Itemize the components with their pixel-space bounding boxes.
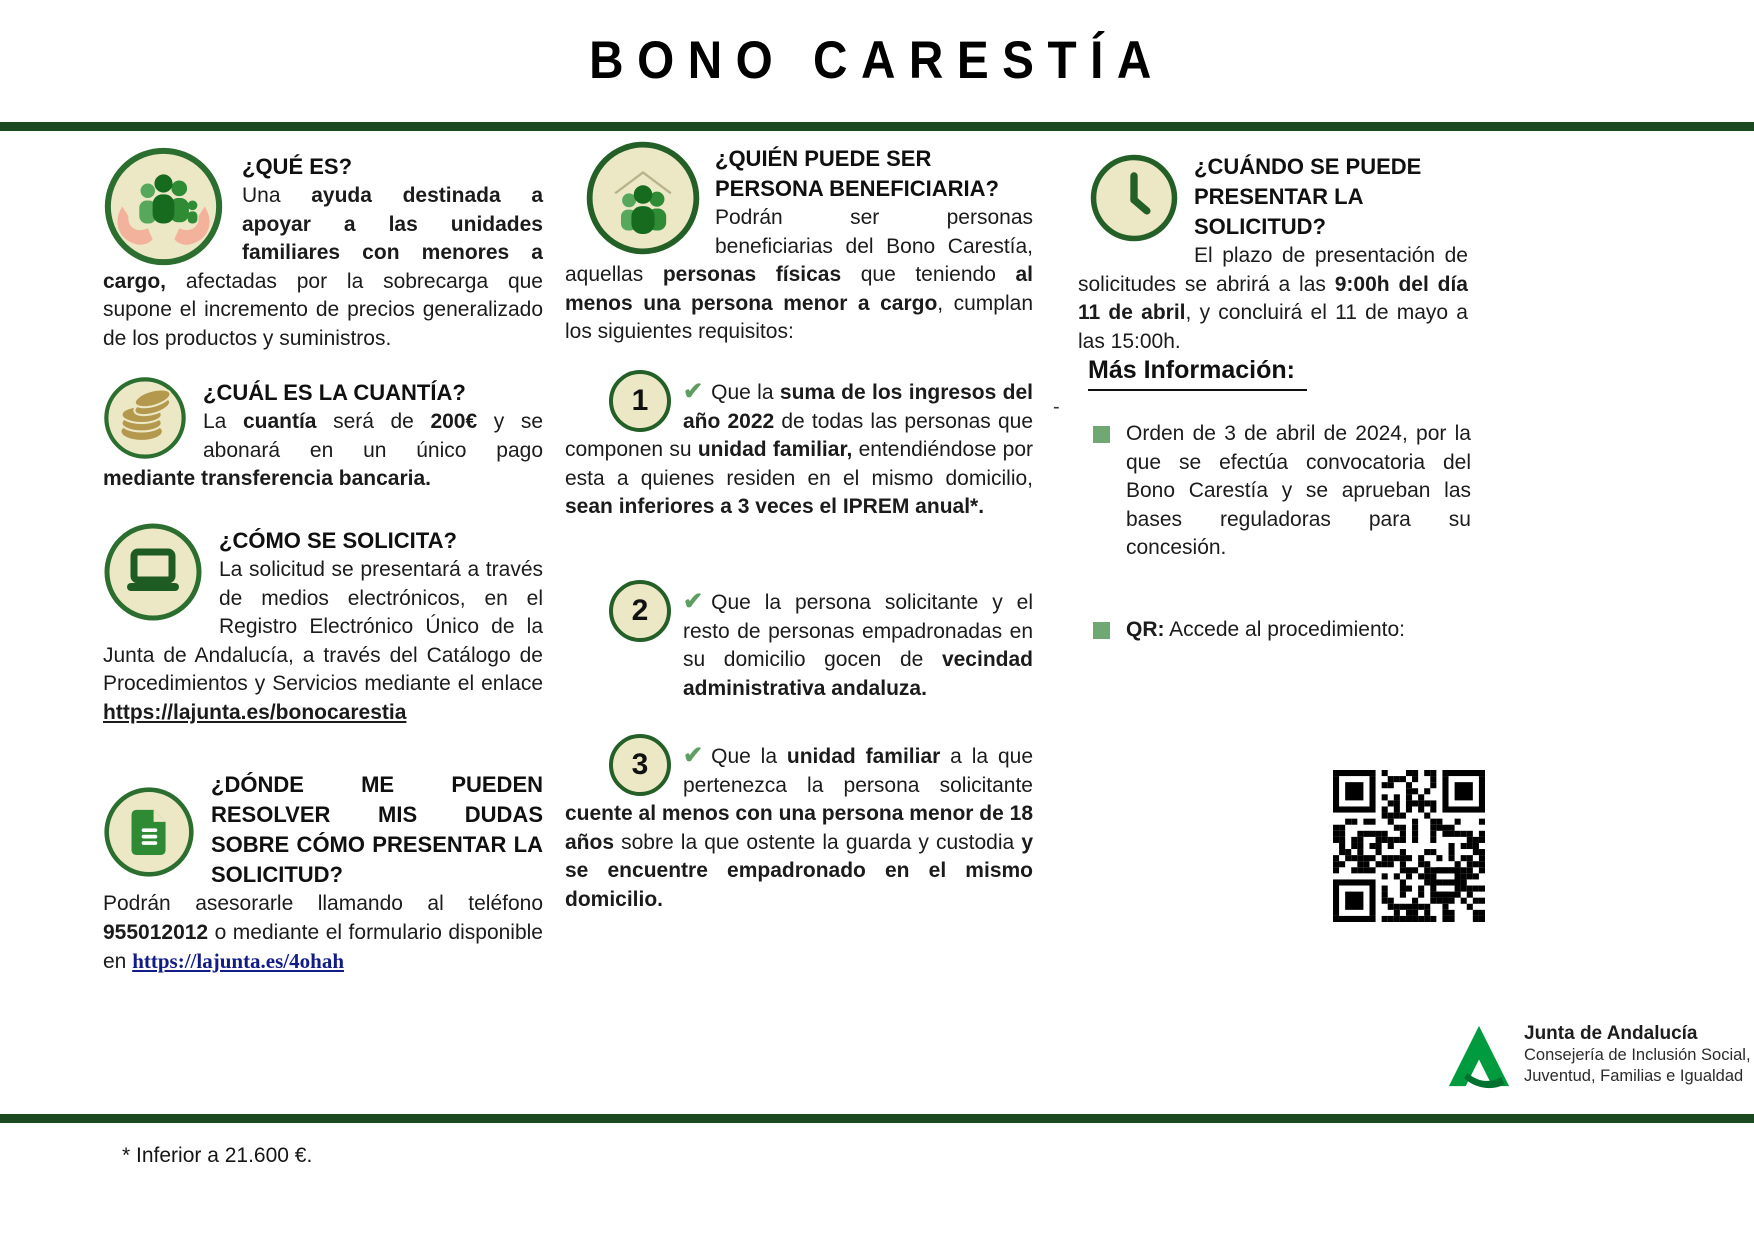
text-run: vecindad administrativa andaluza. — [683, 648, 1033, 700]
text-run: entendiéndose por esta a quienes residen en el mismo domicilio, — [565, 438, 1033, 490]
mas-info-bullet-qr — [1093, 616, 1471, 645]
section-heading: ¿QUIÉN PUEDE SER PERSONA BENEFICIARIA? — [715, 146, 999, 201]
text-run: 200€ — [430, 410, 478, 433]
requirement-number: 1 — [609, 370, 671, 432]
checkmark-icon: ✔ — [683, 742, 704, 769]
text-run: Que la — [711, 381, 780, 404]
clock-icon — [1088, 152, 1180, 244]
section-heading: ¿QUÉ ES? — [242, 154, 353, 179]
text-run: y se abonará en un único pago — [203, 410, 543, 462]
text-run: que teniendo — [841, 263, 1016, 286]
text-run: Podrán asesorarle llamando al teléfono — [103, 892, 543, 915]
text-run: Que la — [711, 745, 787, 768]
text-run: unidad familiar — [786, 745, 941, 768]
junta-de-andalucia-logo — [1448, 1022, 1751, 1090]
text-run: suma de los ingresos del año 2022 — [683, 381, 1033, 433]
text-run: o mediante el formulario disponible en — [103, 920, 543, 973]
section-que-es — [103, 146, 543, 353]
bonocarestia-link[interactable]: https://lajunta.es/bonocarestia — [103, 700, 407, 724]
document-icon — [103, 786, 195, 878]
requirement-3 — [565, 742, 1033, 914]
requirement-number: 2 — [609, 580, 671, 642]
family-in-hands-icon — [103, 146, 224, 267]
requirement-2 — [565, 588, 1033, 703]
mas-info-bullet-orden — [1093, 420, 1471, 563]
green-square-bullet-icon — [1093, 426, 1110, 443]
text-run: cuantía — [242, 410, 317, 433]
section-heading: ¿DÓNDE ME PUEDEN RESOLVER MIS DUDAS SOBRE CÓMO PRESENTAR LA SOLICITUD? — [211, 772, 543, 887]
text-run: al menos una persona menor a cargo — [565, 263, 1033, 315]
section-heading: ¿CÓMO SE SOLICITA? — [219, 528, 457, 553]
footnote: * Inferior a 21.600 €. — [122, 1144, 313, 1167]
requirement-number: 3 — [609, 734, 671, 796]
text-run: El plazo de presentación de solicitudes se abrirá a las — [1078, 244, 1468, 296]
section-como-se-solicita — [103, 522, 543, 727]
text-run: Que la persona solicitante y el resto de personas empadronadas en su domicilio gocen de — [683, 591, 1033, 671]
text-run: Podrán ser personas beneficiarias del Bono Carestía, aquellas — [565, 206, 1033, 286]
4ohah-link[interactable]: https://lajunta.es/4ohah — [132, 949, 344, 973]
logo-text — [1524, 1022, 1751, 1087]
logo-consejeria-line2: Juventud, Familias e Igualdad — [1524, 1067, 1744, 1085]
requirement-2-text — [683, 591, 1033, 700]
text-run: , cumplan los siguientes requisitos: — [565, 291, 1033, 343]
text-run: ayuda destinada a apoyar a las unidades familiares con menores a cargo, — [103, 184, 543, 293]
top-divider — [0, 122, 1754, 131]
section-cuando-solicitud — [1078, 148, 1468, 356]
laptop-icon — [103, 522, 203, 622]
section-quien-beneficiaria — [565, 140, 1033, 347]
requirement-1 — [565, 378, 1033, 522]
mas-informacion — [1088, 356, 1307, 391]
bullet-text — [1126, 616, 1405, 645]
requirement-3-badge — [609, 734, 671, 796]
qr-code — [1333, 770, 1485, 922]
section-donde-dudas — [103, 770, 543, 977]
text-run: sean inferiores a 3 veces el IPREM anual*. — [565, 495, 985, 518]
text-run: será de — [316, 410, 431, 433]
text-run: La solicitud se presentará a través de medios electrónicos, en el Registro Electrónico Único de la Junta de Andalucía, a través del Catálogo de Procedimientos y Servicios mediante el enlace — [103, 558, 543, 695]
green-square-bullet-icon — [1093, 622, 1110, 639]
text-run: 9:00h del día 11 de abril — [1078, 272, 1468, 324]
family-under-roof-icon — [585, 140, 701, 256]
page-title: BONO CARESTÍA — [589, 31, 1165, 90]
section-body — [103, 890, 543, 977]
checkmark-icon: ✔ — [683, 378, 704, 405]
text-run: Una — [242, 184, 312, 207]
junta-logo-a-icon — [1448, 1022, 1510, 1090]
bullet-text — [1126, 420, 1471, 563]
text-run: afectadas por la sobrecarga que supone el incremento de precios generalizado de los productos y suministros. — [103, 269, 543, 350]
text-run: mediante transferencia bancaria. — [103, 467, 431, 490]
text-run: 955012012 — [103, 920, 209, 944]
mas-informacion-heading: Más Información: — [1088, 356, 1307, 391]
bottom-divider — [0, 1114, 1754, 1123]
section-heading: ¿CUÁNDO SE PUEDE PRESENTAR LA SOLICITUD? — [1194, 154, 1422, 239]
logo-consejeria-line1: Consejería de Inclusión Social, — [1524, 1046, 1751, 1064]
requirement-1-badge — [609, 370, 671, 432]
text-run: QR: — [1126, 618, 1165, 641]
section-cuantia — [103, 376, 543, 494]
text-run: La — [203, 410, 243, 433]
text-run: sobre la que ostente la guarda y custodia — [614, 830, 1022, 854]
text-run: a la que pertenezca la persona solicitante — [683, 745, 1033, 797]
coins-icon — [103, 376, 187, 460]
text-run: cuente al menos con una persona menor de 18 años — [565, 802, 1033, 854]
text-run: personas físicas — [662, 263, 842, 286]
text-run: , y concluirá el 11 de mayo a las 15:00h. — [1078, 301, 1468, 353]
text-run: Orden de 3 de abril de 2024, por la que se efectúa convocatoria del Bono Carestía y se aprueban las bases reguladoras para su concesión. — [1126, 422, 1471, 559]
text-run: unidad familiar, — [697, 438, 853, 461]
text-run: y se encuentre empadronado en el mismo domicilio. — [565, 830, 1033, 911]
text-run: Accede al procedimiento: — [1164, 618, 1405, 641]
logo-org-name: Junta de Andalucía — [1524, 1023, 1698, 1044]
requirement-2-badge — [609, 580, 671, 642]
checkmark-icon: ✔ — [683, 588, 704, 615]
section-heading: ¿CUÁL ES LA CUANTÍA? — [203, 380, 466, 405]
stray-dash: - — [1053, 396, 1060, 418]
text-run: de todas las personas que componen su — [565, 409, 1033, 461]
section-body — [1078, 242, 1468, 356]
